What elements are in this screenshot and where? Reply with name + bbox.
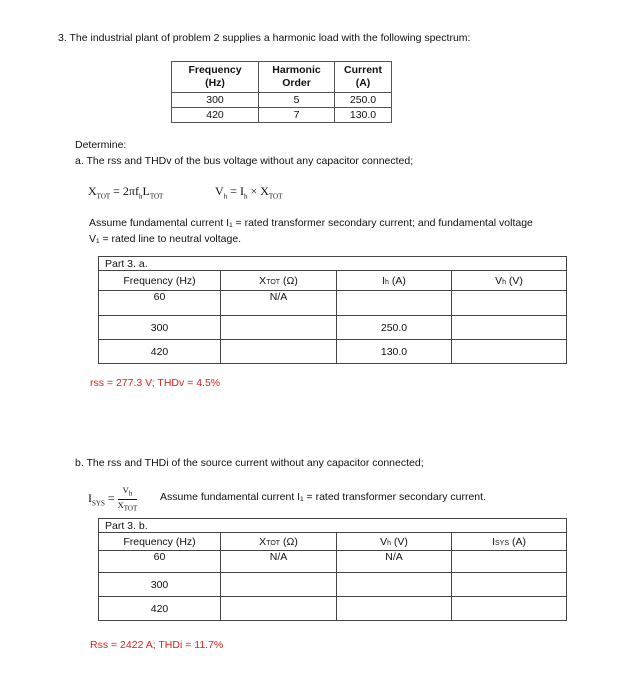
cell [452,340,567,364]
cell [337,573,452,597]
cell: N/A [221,551,337,573]
cell [452,291,567,316]
part-3a-header-row [99,271,567,291]
part-3b-table [98,518,567,621]
part-a-statement: a. The rss and THDv of the bus voltage without any capacitor connected; [75,155,414,167]
cell: 300 [99,316,221,340]
cell: N/A [337,551,452,573]
part-3b-answer: Rss = 2422 A; THDi = 11.7% [90,639,224,651]
cell [452,316,567,340]
cell: 250.0 [337,316,452,340]
spectrum-row [172,93,392,108]
spectrum-header-row [172,62,392,93]
cell: 420 [99,597,221,621]
spectrum-table [171,61,392,123]
cell [452,551,567,573]
vh-formula: $V_h = I_h \times X_{TOT}$ [215,184,283,201]
cell [221,316,337,340]
assumption-a-line2: V₁ = rated line to neutral voltage. [89,233,242,245]
col-vh: Vh (V) [452,271,567,291]
part-b-statement: b. The rss and THDi of the source current without any capacitor connected; [75,457,424,469]
cell: 60 [99,291,221,316]
cell: 420 [99,340,221,364]
cell [221,340,337,364]
determine-label: Determine: [75,139,127,151]
part-3b-header-row [99,533,567,551]
cell-freq: 420 [172,108,259,123]
table-row [99,291,567,316]
cell [337,291,452,316]
table-row [99,340,567,364]
cell [221,573,337,597]
cell-order: 7 [259,108,335,123]
table-row [99,597,567,621]
spectrum-row [172,108,392,123]
col-vh: Vh (V) [337,533,452,551]
table-row [99,316,567,340]
header-frequency: Frequency (Hz) [172,62,259,93]
col-frequency: Frequency (Hz) [99,533,221,551]
part-3a-table [98,256,567,364]
part-3b-title: Part 3. b. [99,519,567,533]
xtot-formula: $X_{TOT} = 2\pi f_hL_{TOT}$ [88,184,164,201]
col-xtot: XTOT (Ω) [221,271,337,291]
cell-freq: 300 [172,93,259,108]
col-isys: ISYS (A) [452,533,567,551]
part-3a-answer: rss = 277.3 V; THDv = 4.5% [90,377,221,389]
cell [452,573,567,597]
cell: N/A [221,291,337,316]
col-frequency: Frequency (Hz) [99,271,221,291]
cell: 130.0 [337,340,452,364]
cell: 300 [99,573,221,597]
header-harmonic-order: Harmonic Order [259,62,335,93]
cell-current: 250.0 [335,93,392,108]
problem-heading: 3. The industrial plant of problem 2 supplies a harmonic load with the following spectrum: [58,32,471,44]
isys-formula: $I_{SYS}$ = $\frac{V_h}{X_{TOT}}$ [88,485,138,513]
cell [452,597,567,621]
header-current: Current (A) [335,62,392,93]
table-row [99,551,567,573]
table-row [99,573,567,597]
assumption-a-line1: Assume fundamental current I₁ = rated transformer secondary current; and fundamental voltage [89,217,533,229]
cell-current: 130.0 [335,108,392,123]
col-xtot: XTOT (Ω) [221,533,337,551]
assumption-b: Assume fundamental current I₁ = rated transformer secondary current. [160,491,486,503]
part-3a-title: Part 3. a. [99,257,567,271]
cell [221,597,337,621]
col-ih: Ih (A) [337,271,452,291]
cell-order: 5 [259,93,335,108]
cell: 60 [99,551,221,573]
cell [337,597,452,621]
